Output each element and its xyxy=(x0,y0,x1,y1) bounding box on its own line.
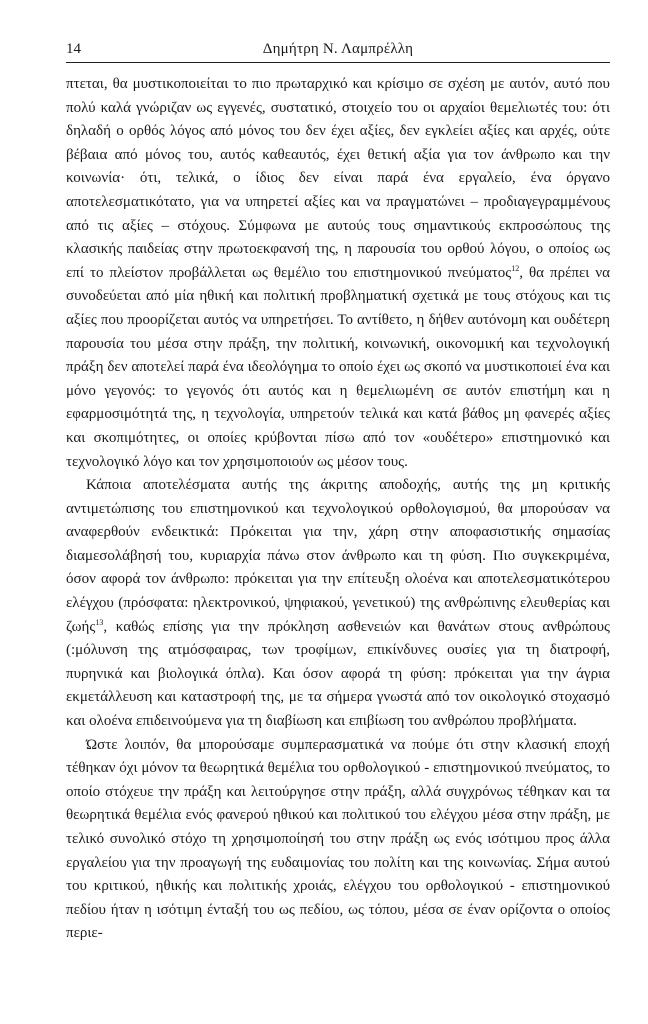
paragraph-3 xyxy=(66,734,610,946)
body-text xyxy=(66,73,610,946)
paragraph-2-text-a: Κάποια αποτελέσματα αυτής της άκριτης αποδοχής, αυτής της μη κριτικής αντιμετώπισης του επιστημονικού και τεχνολογικού ορθολογισμού, θα μπορούσαν να αναφερθούν ενδεικτικά: Πρόκειται για την, χάρη στην αποφασιστικής σημασίας διαμεσολάβησή του, κυριαρχία πάνω στον άνθρωπο και τη φύση. Πιο συγκεκριμένα, όσον αφορά τον άνθρωπο: πρόκειται για την επίτευξη ολοένα και αποτελεσματικότερου ελέγχου (πρόσφατα: ηλεκτρονικού, ψηφιακού, γενετικού) της ανθρώπινης ελευθερίας και ζωής xyxy=(66,477,610,635)
paragraph-1-text-b: , θα πρέπει να συνοδεύεται από μία ηθική και πολιτική προβληματική σχετικά με τους στόχους και τις αξίες που προορίζεται αυτός να υπηρετήσει. Το αντίθετο, η δήθεν αυτόνομη και ουδέτερη παρουσία του μέσα στην πράξη, την πολιτική, κοινωνική, οικονομική και τεχνολογική πράξη δεν αποτελεί παρά ένα ιδεολόγημα το οποίο έχει ως σκοπό να μυστικοποιεί ένα και μόνο γεγονός: το γεγονός ότι αυτός και η θεμελιωμένη σε αυτόν επιστήμη και η εφαρμοσιμότητά της, η τεχνολογία, υπηρετούν τελικά και κατά βάθος μη φανερές αξίες και σκοπιμότητες, οι οποίες κρύβονται πίσω από τον «ουδέτερο» επιστημονικό και τεχνολογικό λόγο και τον χρησιμοποιούν ως μέσον τους. xyxy=(66,264,610,470)
paragraph-1-text-a: πτεται, θα μυστικοποιείται το πιο πρωταρχικό και κρίσιμο σε σχέση με αυτόν, αυτό που πολύ καλά γνώριζαν ως εγγενές, συστατικό, στοιχείο του οι αρχαίοι θεμελιωτές του: ότι δηλαδή ο ορθός λόγος από μόνος του δεν έχει αξίες, δεν εγκλείει αξίες και αρχές, ούτε βέβαια από μόνος του, αυτός καθεαυτός, έχει θετική αξία για τον άνθρωπο και την κοινωνία· ότι, τελικά, ο ίδιος δεν είναι παρά ένα εργαλείο, ένα όργανο αποτελεσματικότατο, για να υπηρετεί αξίες και να πραγματώνει – προδιαγεγραμμένους από τις αξίες – στόχους. Σύμφωνα με αυτούς τους σημαντικούς εκπροσώπους της κλασικής παιδείας στην πρωτοεκφανσή της, η παρουσία του ορθού λόγου, ο οποίος ως επί το πλείστον προβάλλεται ως θεμέλιο του επιστημονικού πνεύματος xyxy=(66,76,610,281)
running-head xyxy=(66,40,610,63)
running-title: Δημήτρη Ν. Λαμπρέλλη xyxy=(262,41,414,57)
book-page xyxy=(66,40,610,946)
page-number: 14 xyxy=(66,41,81,57)
paragraph-2-text-b: , καθώς επίσης για την πρόκληση ασθενειών και θανάτων στους ανθρώπους (:μόλυνση της ατμόσφαιρας, των τροφίμων, επικίνδυνες ουσίες για τη διατροφή, πυρηνικά και βιολογικά όπλα). Και όσον αφορά τη φύση: πρόκειται για την άγρια εκμετάλλευση και καταστροφή της, με τα σήμερα γνωστά από τον οικολογικό στοχασμό και ολοένα επιδεινούμενα για τη διαβίωση και επιβίωση του ανθρώπου προβλήματα. xyxy=(66,618,610,730)
paragraph-3-text: Ώστε λοιπόν, θα μπορούσαμε συμπερασματικά να πούμε ότι στην κλασική εποχή τέθηκαν όχι μόνον τα θεωρητικά θεμέλια του ορθολογικού - επιστημονικού πνεύματος, το οποίο στόχευε την πράξη και λειτούργησε στην πράξη, αλλά συγχρόνως τέθηκαν και τα θεωρητικά θεμέλια ενός φανερού ηθικού και πολιτικού του ελέγχου μέσα στην πράξη, με τελικό συνολικό στόχο τη χρησιμοποίησή του στην πράξη ως ενός ισότιμου προς άλλα εργαλείου για την προαγωγή της ευδαιμονίας του πολίτη και της κοινωνίας. Σήμα αυτού του κριτικού, ηθικής και πολιτικής χροιάς, ελέγχου του ορθολογικού - επιστημονικού πεδίου ήταν η ισότιμη ένταξή του ως πεδίου, ως τόπου, μέσα σε έναν ορίζοντα ο οποίος περιε- xyxy=(66,736,610,942)
footnote-ref-12: 12 xyxy=(511,263,520,273)
paragraph-1 xyxy=(66,73,610,474)
paragraph-2 xyxy=(66,474,610,734)
footnote-ref-13: 13 xyxy=(95,617,104,627)
